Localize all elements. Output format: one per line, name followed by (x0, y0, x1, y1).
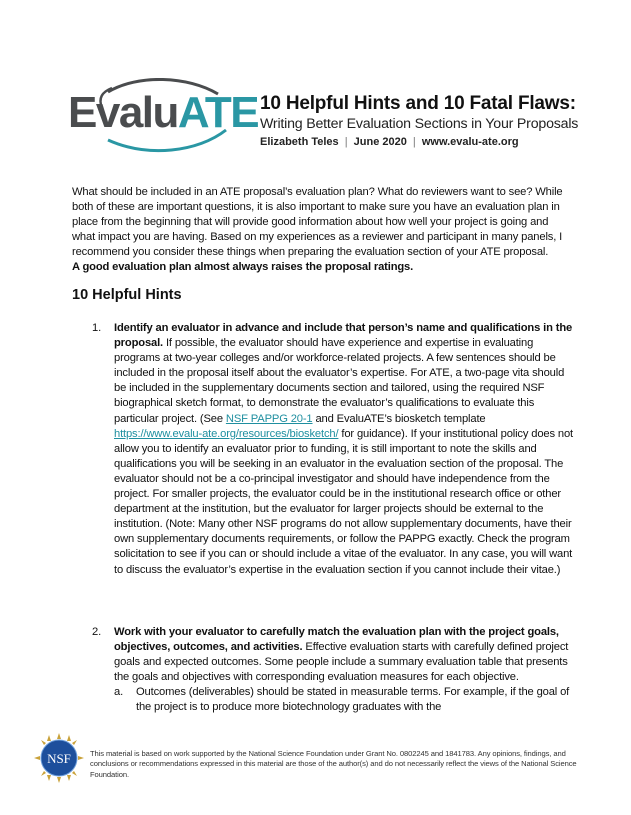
separator: | (344, 136, 348, 148)
document-title: 10 Helpful Hints and 10 Fatal Flaws: (260, 93, 576, 114)
section-heading: 10 Helpful Hints (72, 287, 182, 303)
intro-text: What should be included in an ATE proposal’s evaluation plan? What do reviewers want to see? While both of these are important questions, it is also important to make sure you have an evaluation plan in place from the beginning that will provide good information about how well your project is going and what impact you are having. Based on my experiences as a reviewer and participant in many panels, I recommend you consider these things when preparing the evaluation section of your ATE proposal. (72, 186, 563, 259)
hint-number: 2. (92, 626, 102, 638)
biosketch-template-link[interactable]: https://www.evalu-ate.org/resources/biosketch/ (114, 427, 339, 440)
intro-bold-statement: A good evaluation plan almost always raises the proposal ratings. (72, 261, 414, 274)
hint-item-2 (92, 625, 574, 685)
hint-item-1 (92, 321, 574, 578)
svg-text:NSF: NSF (47, 751, 71, 766)
hint-text: Effective evaluation starts with carefully defined project goals and expected outcomes. Some people include a summary evaluation table that presents the goals and objectives with corresponding evaluation measures for each objective. (114, 641, 569, 684)
document-subtitle: Writing Better Evaluation Sections in Your Proposals (260, 116, 579, 132)
hint-number: 1. (92, 322, 102, 334)
subitem-text: Outcomes (deliverables) should be stated in measurable terms. For example, if the goal of the project is to produce more biotechnology graduates with the (136, 686, 570, 714)
logo-wordmark (68, 88, 258, 138)
nsf-pappg-link[interactable]: NSF PAPPG 20-1 (225, 412, 313, 425)
funding-disclaimer: This material is based on work supported by the National Science Foundation under Grant No. 0802245 and 1841783. Any opinions, findings, and conclusions or recommendations expressed in this material are those of the author(s) and do not necessarily reflect the views of the National Science Foundation. (90, 749, 577, 779)
hint-subitem-a (114, 685, 574, 715)
byline (260, 136, 519, 148)
logo-text-evalu: Evalu (68, 88, 178, 137)
intro-paragraph (72, 185, 572, 276)
nsf-logo (34, 733, 84, 783)
hints-list-continued (92, 625, 574, 716)
website: www.evalu-ate.org (421, 136, 519, 148)
hint-text: If possible, the evaluator should have experience and expertise in evaluating programs at two-year colleges and/or workforce-related projects. A few sentences should be included in the proposal itself about the evaluator’s expertise. For ATE, a two-page vita should be included in the supplementary documents section and tailored, using the required NSF biographical sketch format, to demonstrate the evaluator’s qualifications to evaluate this particular project. (See (114, 337, 565, 425)
subitem-letter: a. (114, 686, 124, 699)
hint-text: and EvaluATE’s biosketch template (312, 412, 486, 425)
hint-text: for guidance). If your institutional policy does not allow you to identify an evaluator prior to funding, it is still important to note the skills and qualifications you will be seeking in an evaluator in the evaluation section of the proposal. The evaluator should not be a co-principal investigator and should have independence from the project. For smaller projects, the evaluator could be in the institutional research office or other department at the institution, but the evaluator for larger projects should be external to the institution. (Note: Many other NSF programs do not allow supplementary documents, have their own supplementary documents requirements, or follow the PAPPG exactly. Check the program solicitation to see if you can or should include a vitae of the evaluator. In any case, you will want to discuss the evaluator’s expertise in the evaluation section if you cannot include their vitae.) (114, 427, 574, 576)
evaluate-logo (68, 78, 259, 152)
author: Elizabeth Teles (260, 136, 339, 148)
hints-list (92, 321, 574, 578)
hint-title: Identify an evaluator in advance and include that person’s name and qualifications in the proposal. (114, 322, 573, 350)
logo-text-ate: ATE (177, 88, 259, 137)
nsf-seal-icon (34, 733, 84, 783)
date: June 2020 (353, 136, 407, 148)
separator: | (412, 136, 416, 148)
hint-title: Work with your evaluator to carefully match the evaluation plan with the project goals, objectives, outcomes, and activities. (114, 626, 559, 654)
